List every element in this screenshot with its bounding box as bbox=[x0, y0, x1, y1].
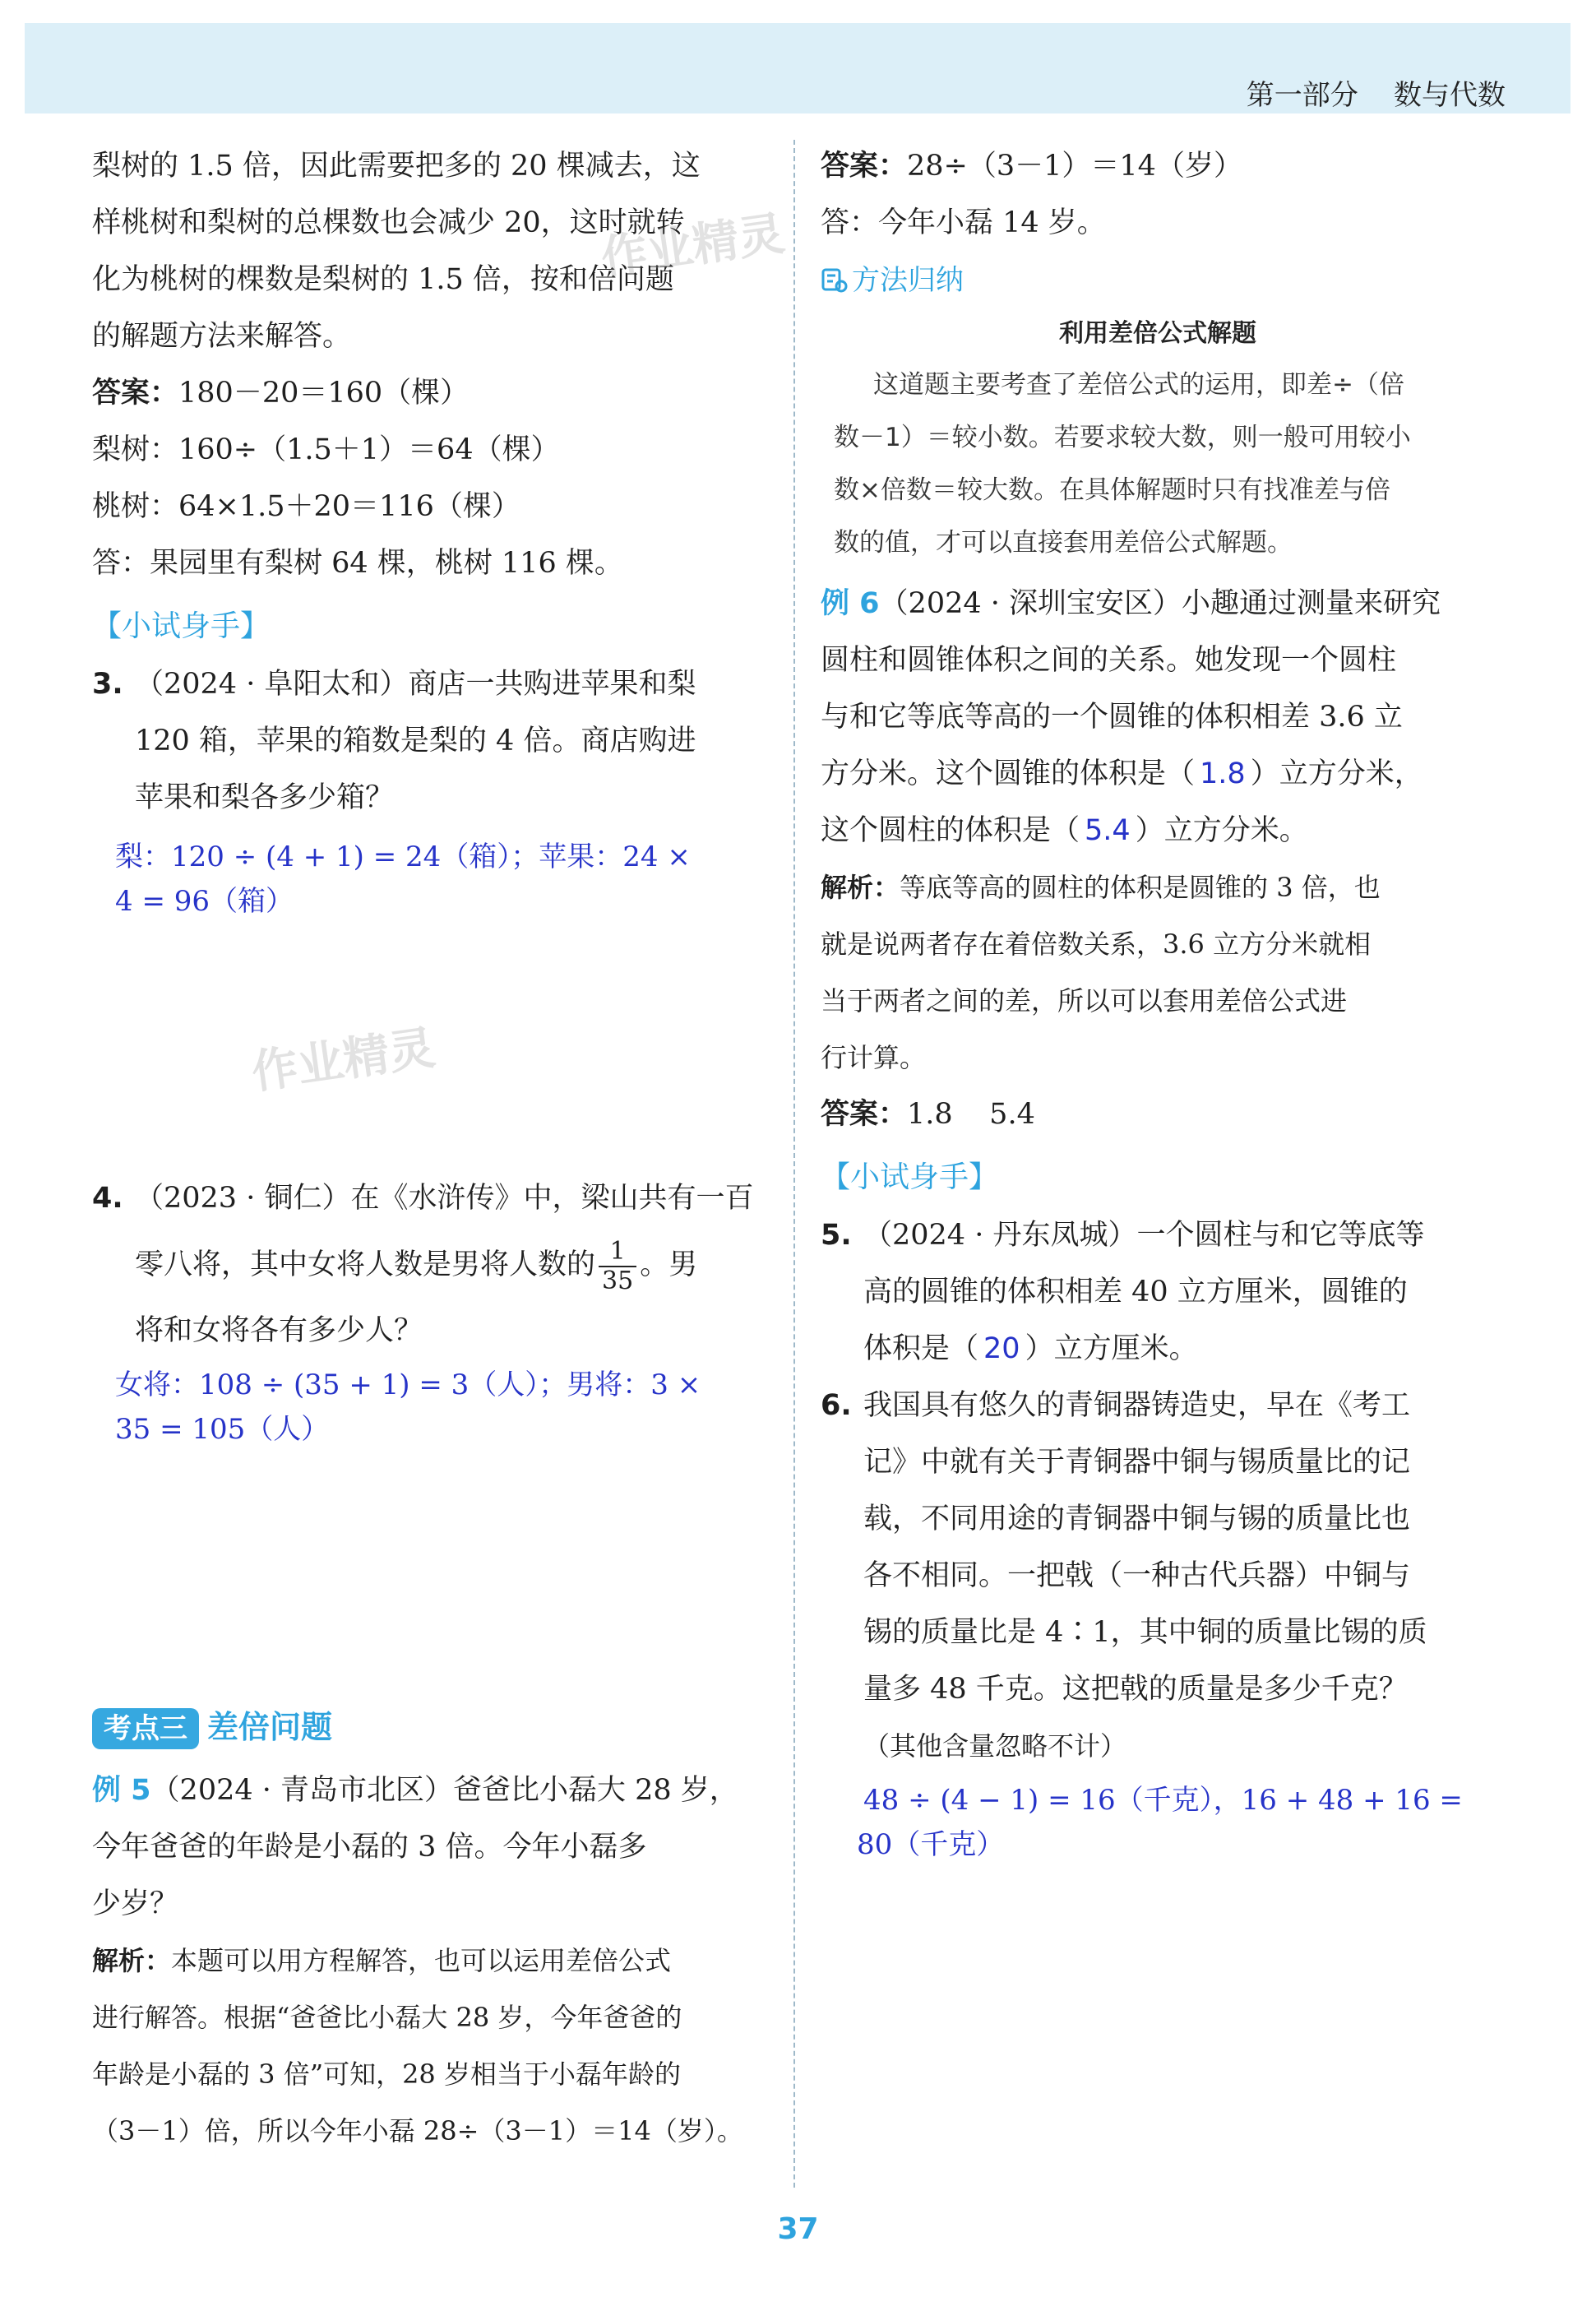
analysis-text: 本题可以用方程解答，也可以运用差倍公式 bbox=[171, 1945, 672, 1976]
kaodian-heading bbox=[92, 1698, 766, 1762]
kaodian-badge: 考点三 bbox=[92, 1708, 199, 1749]
q3-number: 3. bbox=[92, 668, 123, 701]
q6-line: 记》中就有关于青铜器中铜与锡质量比的记 bbox=[863, 1446, 1411, 1479]
answer-line: 答：果园里有梨树 64 棵，桃树 116 棵。 bbox=[92, 547, 623, 580]
q6-line: 载，不同用途的青铜器中铜与锡的质量比也 bbox=[863, 1503, 1411, 1535]
practice-title: 【小试身手】 bbox=[92, 609, 271, 643]
method-line: 数×倍数＝较大数。在具体解题时只有找准差与倍 bbox=[834, 475, 1390, 505]
ex5-analysis-line: 年龄是小磊的 3 倍”可知，28 岁相当于小磊年龄的 bbox=[92, 2059, 681, 2090]
ex6-analysis-line bbox=[821, 859, 1495, 916]
q4-handwritten-answer: 女将：108 ÷ (35 + 1) = 3（人）；男将：3 × bbox=[115, 1368, 701, 1401]
ex6-blank-2: 5.4 bbox=[1085, 814, 1131, 847]
ex5-analysis-line bbox=[92, 1933, 766, 1989]
intro-line: 样桃树和梨树的总棵数也会减少 20，这时就转 bbox=[92, 206, 685, 239]
method-line: 数的值，才可以直接套用差倍公式解题。 bbox=[834, 528, 1293, 558]
analysis-text: 等底等高的圆柱的体积是圆锥的 3 倍，也 bbox=[900, 872, 1381, 903]
q6-line: 量多 48 千克。这把戟的质量是多少千克？ bbox=[863, 1673, 1408, 1706]
q6-line: （其他含量忽略不计） bbox=[863, 1730, 1127, 1762]
q6-number: 6. bbox=[821, 1389, 852, 1422]
fraction-denominator: 35 bbox=[602, 1266, 634, 1295]
fraction-numerator: 1 bbox=[599, 1238, 636, 1267]
method-line: 数－1）＝较小数。若要求较大数，则一般可用较小 bbox=[834, 423, 1411, 452]
ex6-line bbox=[821, 576, 1495, 632]
answer-line: 梨树：160÷（1.5＋1）＝64（棵） bbox=[92, 433, 560, 466]
answer-label: 答案： bbox=[821, 150, 908, 183]
ex6-text: 方分米。这个圆锥的体积是（ bbox=[821, 757, 1196, 790]
q5-text: （2024 · 丹东凤城）一个圆柱与和它等底等 bbox=[863, 1219, 1425, 1252]
q6-line: 各不相同。一把戟（一种古代兵器）中铜与 bbox=[863, 1559, 1411, 1592]
ex5-line: 少岁？ bbox=[92, 1887, 179, 1920]
q4-text: （2023 · 铜仁）在《水浒传》中，梁山共有一百 bbox=[135, 1182, 754, 1215]
answer-text: 180－20＝160（棵） bbox=[178, 377, 470, 410]
answer-text: 28÷（3－1）＝14（岁） bbox=[907, 150, 1242, 183]
fraction bbox=[599, 1238, 636, 1295]
method-title: 利用差倍公式解题 bbox=[1059, 319, 1256, 348]
q3-line bbox=[92, 656, 766, 713]
q5-line bbox=[821, 1321, 1495, 1378]
watermark: 作业精灵 bbox=[248, 1021, 439, 1100]
ex5-answer-line bbox=[821, 138, 1495, 195]
q5-number: 5. bbox=[821, 1219, 852, 1252]
answer-text: 1.8 5.4 bbox=[907, 1098, 1035, 1131]
q3-line: 苹果和梨各多少箱？ bbox=[135, 781, 395, 814]
q3-line: 120 箱，苹果的箱数是梨的 4 倍。商店购进 bbox=[135, 725, 696, 757]
q3-handwritten-answer: 4 = 96（箱） bbox=[115, 885, 294, 918]
ex5-analysis-line: 进行解答。根据“爸爸比小磊大 28 岁，今年爸爸的 bbox=[92, 2002, 682, 2033]
ex6-line bbox=[821, 746, 1495, 803]
ex5-reply-line: 答：今年小磊 14 岁。 bbox=[821, 206, 1106, 239]
q6-line bbox=[821, 1378, 1495, 1434]
q3-handwritten-answer: 梨：120 ÷ (4 + 1) = 24（箱）；苹果：24 × bbox=[115, 841, 691, 873]
q4-line bbox=[92, 1227, 766, 1303]
q5-text: ）立方厘米。 bbox=[1025, 1332, 1198, 1365]
method-head-text: 方法归纳 bbox=[852, 264, 964, 297]
method-summary-icon bbox=[821, 266, 849, 294]
q6-handwritten-answer: 80（千克） bbox=[857, 1828, 1005, 1861]
right-column bbox=[821, 138, 1495, 1867]
ex6-blank-1: 1.8 bbox=[1200, 757, 1246, 790]
analysis-label: 解析： bbox=[821, 872, 900, 903]
q5-text: 体积是（ bbox=[863, 1332, 979, 1365]
ex6-text: （2024 · 深圳宝安区）小趣通过测量来研究 bbox=[879, 587, 1441, 620]
q5-line: 高的圆锥的体积相差 40 立方厘米，圆锥的 bbox=[863, 1276, 1408, 1308]
ex5-line: 今年爸爸的年龄是小磊的 3 倍。今年小磊多 bbox=[92, 1831, 647, 1864]
watermark: 作业精灵 bbox=[598, 206, 789, 286]
q5-blank: 20 bbox=[983, 1332, 1020, 1365]
ex6-line: 圆柱和圆锥体积之间的关系。她发现一个圆柱 bbox=[821, 644, 1397, 677]
ex6-text: ）立方分米， bbox=[1250, 757, 1423, 790]
intro-line: 梨树的 1.5 倍，因此需要把多的 20 棵减去，这 bbox=[92, 150, 701, 183]
ex6-text: 这个圆柱的体积是（ bbox=[821, 814, 1080, 847]
left-column bbox=[92, 138, 766, 2160]
q4-line bbox=[92, 1170, 766, 1227]
q4-text: 零八将，其中女将人数是男将人数的 bbox=[135, 1248, 596, 1281]
q4-text: 。男 bbox=[640, 1248, 698, 1281]
ex6-label: 例 6 bbox=[821, 587, 880, 620]
ex6-answer-line bbox=[821, 1086, 1495, 1143]
ex6-line: 与和它等底等高的一个圆锥的体积相差 3.6 立 bbox=[821, 701, 1403, 734]
column-divider bbox=[793, 140, 795, 2188]
ex6-analysis-line: 就是说两者存在着倍数关系，3.6 立方分米就相 bbox=[821, 929, 1372, 960]
ex6-analysis-line: 当于两者之间的差，所以可以套用差倍公式进 bbox=[821, 985, 1348, 1017]
q4-handwritten-answer: 35 = 105（人） bbox=[115, 1413, 330, 1446]
ex5-text: （2024 · 青岛市北区）爸爸比小磊大 28 岁， bbox=[150, 1774, 738, 1807]
q4-line: 将和女将各有多少人？ bbox=[135, 1314, 423, 1347]
answer-label: 答案： bbox=[92, 377, 179, 410]
header-title: 第一部分 数与代数 bbox=[1246, 79, 1506, 112]
ex5-analysis-line: （3－1）倍，所以今年小磊 28÷（3－1）＝14（岁）。 bbox=[92, 2115, 743, 2146]
kaodian-title: 差倍问题 bbox=[207, 1709, 333, 1745]
ex5-line bbox=[92, 1762, 766, 1819]
q6-line: 锡的质量比是 4∶1，其中铜的质量比锡的质 bbox=[863, 1616, 1427, 1649]
intro-line: 的解题方法来解答。 bbox=[92, 320, 352, 353]
q6-handwritten-answer: 48 ÷ (4 − 1) = 16（千克），16 + 48 + 16 = bbox=[863, 1784, 1463, 1817]
analysis-label: 解析： bbox=[92, 1945, 172, 1976]
q5-line bbox=[821, 1207, 1495, 1264]
practice-title: 【小试身手】 bbox=[821, 1160, 999, 1194]
q3-text: （2024 · 阜阳太和）商店一共购进苹果和梨 bbox=[135, 668, 696, 701]
page-number: 37 bbox=[777, 2212, 819, 2246]
q4-number: 4. bbox=[92, 1182, 123, 1215]
answer-line: 桃树：64×1.5＋20＝116（棵） bbox=[92, 490, 520, 523]
answer-line bbox=[92, 365, 766, 422]
q6-text: 我国具有悠久的青铜器铸造史，早在《考工 bbox=[863, 1389, 1411, 1422]
ex6-analysis-line: 行计算。 bbox=[821, 1042, 927, 1073]
ex6-line bbox=[821, 803, 1495, 859]
ex6-text: ）立方分米。 bbox=[1135, 814, 1308, 847]
method-line: 这道题主要考查了差倍公式的运用，即差÷（倍 bbox=[873, 370, 1404, 400]
answer-label: 答案： bbox=[821, 1098, 908, 1131]
intro-line: 化为桃树的棵数是梨树的 1.5 倍，按和倍问题 bbox=[92, 263, 674, 296]
ex5-label: 例 5 bbox=[92, 1774, 151, 1807]
method-heading bbox=[821, 252, 1495, 309]
